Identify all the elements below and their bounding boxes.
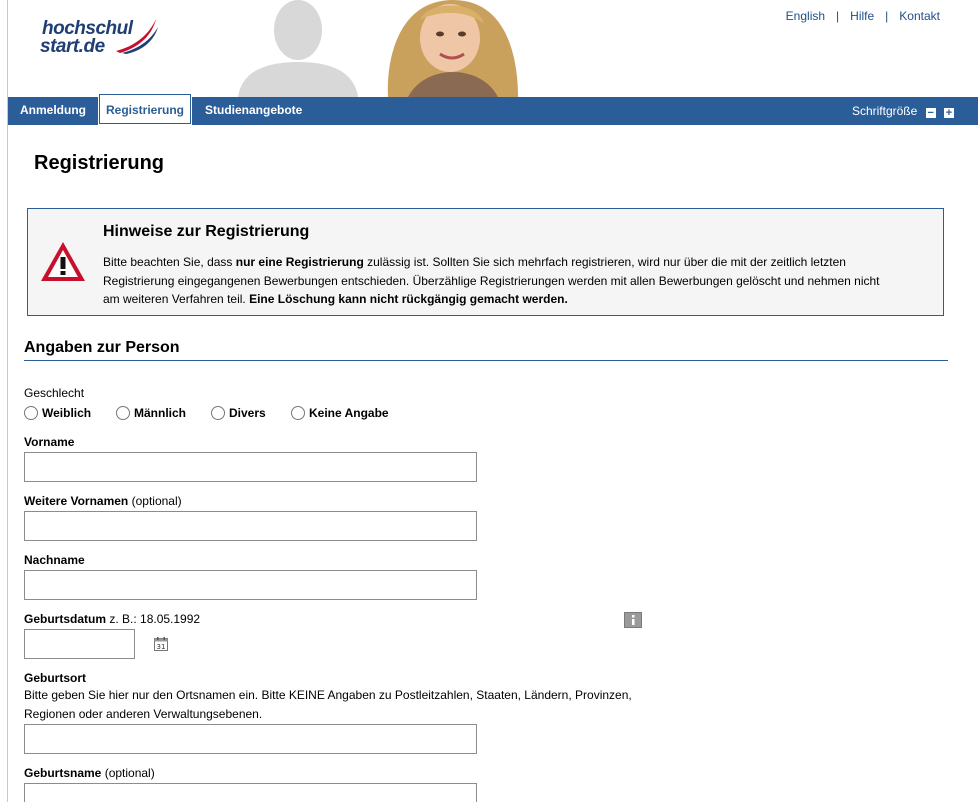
main-menu	[8, 97, 978, 125]
radio-label: Keine Angabe	[309, 406, 389, 420]
radio-label: Divers	[229, 406, 266, 420]
notice-text-part: Bitte beachten Sie, dass	[103, 255, 236, 269]
top-navigation	[775, 9, 940, 23]
radio-circle[interactable]	[24, 406, 38, 420]
notice-title: Hinweise zur Registrierung	[103, 223, 310, 240]
info-icon[interactable]	[624, 612, 642, 628]
geburtsort-hint: Bitte geben Sie hier nur den Ortsnamen ein. Bitte KEINE Angaben zu Postleitzahlen, Staaten, Ländern, Provinzen, Regionen oder anderen Verwaltungsebenen.	[24, 688, 632, 721]
notice-text-part: zulässig ist. Sollten Sie sich mehrfach registrieren, wird nur über die mit der zeitlich letzten Registrierung eingegangenen Bewerbungen entschieden. Überzählige Registrierungen werden mit allen Bewerbungen gelöscht und nehmen nicht am weiteren Verfahren teil.	[103, 255, 880, 306]
page-title: Registrierung	[34, 152, 165, 174]
weitere-vornamen-label-text: Weitere Vornamen	[24, 494, 129, 508]
font-size-control	[852, 104, 954, 118]
radio-maennlich[interactable]	[116, 406, 186, 420]
weitere-vornamen-input[interactable]	[24, 511, 477, 541]
optional-suffix: (optional)	[128, 494, 182, 508]
student-photo	[368, 0, 538, 97]
warning-triangle-icon	[39, 240, 87, 284]
hochschulstart-logo[interactable]	[40, 17, 160, 57]
logo-swoosh-icon	[112, 17, 160, 55]
geburtsdatum-label	[24, 612, 200, 626]
separator: |	[885, 9, 889, 23]
nachname-input[interactable]	[24, 570, 477, 600]
font-size-increase-button[interactable]: +	[945, 107, 953, 119]
separator: |	[836, 9, 840, 23]
geburtsname-label	[24, 766, 155, 780]
geburtsort-input[interactable]	[24, 724, 477, 754]
geburtsname-input[interactable]	[24, 783, 477, 802]
menu-studienangebote[interactable]: Studienangebote	[205, 103, 303, 117]
radio-label: Männlich	[134, 406, 187, 420]
radio-circle[interactable]	[211, 406, 225, 420]
weitere-vornamen-label	[24, 494, 182, 508]
radio-circle[interactable]	[116, 406, 130, 420]
gender-label: Geschlecht	[24, 386, 85, 400]
section-title-person: Angaben zur Person	[24, 339, 948, 361]
link-hilfe[interactable]: Hilfe	[850, 9, 875, 23]
font-size-decrease-button[interactable]: −	[927, 107, 934, 119]
vorname-input[interactable]	[24, 452, 477, 482]
nachname-label	[24, 553, 85, 567]
silhouette-image	[228, 0, 368, 97]
notice-text-bold: nur eine Registrierung	[235, 255, 364, 269]
font-size-label: Schriftgröße	[851, 104, 918, 118]
registration-notice	[27, 208, 944, 316]
radio-keine-angabe[interactable]	[291, 406, 389, 420]
notice-text	[103, 253, 883, 309]
geburtsort-label	[24, 671, 86, 685]
geburtsdatum-label-text: Geburtsdatum	[24, 612, 107, 626]
menu-anmeldung[interactable]: Anmeldung	[20, 103, 86, 117]
logo-line2: start.de	[40, 36, 105, 57]
optional-suffix: (optional)	[101, 766, 155, 780]
geburtsort-label-text: Geburtsort	[24, 671, 87, 685]
svg-text:31: 31	[156, 643, 166, 651]
geburtsdatum-hint: z. B.: 18.05.1992	[106, 612, 201, 626]
logo-line1: hochschul	[42, 18, 133, 39]
vorname-label-text: Vorname	[24, 435, 75, 449]
radio-label: Weiblich	[42, 406, 92, 420]
menu-registrierung[interactable]: Registrierung	[99, 94, 191, 124]
notice-text-bold: Eine Löschung kann nicht rückgängig gemacht werden.	[249, 292, 568, 306]
calendar-icon[interactable]	[154, 637, 168, 651]
header	[8, 0, 978, 97]
link-kontakt[interactable]: Kontakt	[899, 9, 940, 23]
geburtsdatum-input[interactable]	[24, 629, 135, 659]
radio-circle[interactable]	[291, 406, 305, 420]
radio-weiblich[interactable]	[24, 406, 91, 420]
link-english[interactable]: English	[785, 9, 826, 23]
radio-divers[interactable]	[211, 406, 266, 420]
nachname-label-text: Nachname	[24, 553, 85, 567]
vorname-label	[24, 435, 74, 449]
geburtsname-label-text: Geburtsname	[24, 766, 102, 780]
page	[7, 0, 978, 802]
